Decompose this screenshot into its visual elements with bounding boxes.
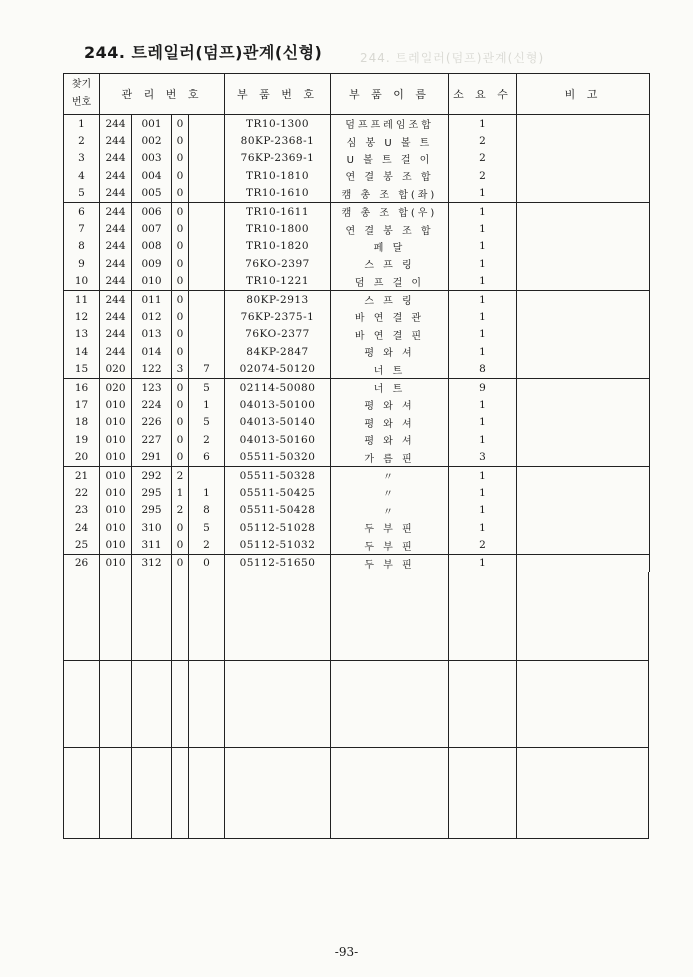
find-no-cell: 6 (64, 202, 100, 220)
header-quantity: 소 요 수 (449, 74, 517, 115)
table-row (64, 431, 650, 448)
remarks-cell (517, 132, 650, 149)
find-no-cell: 24 (64, 519, 100, 536)
mgmt-group-cell: 010 (100, 519, 132, 536)
mgmt-code-cell (189, 132, 225, 149)
mgmt-group-cell: 244 (100, 343, 132, 360)
mgmt-group-cell: 244 (100, 202, 132, 220)
table-row (64, 396, 650, 413)
mgmt-group-cell: 244 (100, 273, 132, 291)
part-no-cell: 05511-50425 (225, 484, 331, 501)
table-row (64, 343, 650, 360)
find-no-cell: 23 (64, 502, 100, 519)
quantity-cell: 1 (449, 185, 517, 203)
mgmt-sub-cell: 0 (172, 290, 189, 308)
mgmt-sub-cell: 0 (172, 414, 189, 431)
mgmt-sub-cell: 0 (172, 554, 189, 572)
table-row (64, 484, 650, 501)
remarks-cell (517, 414, 650, 431)
quantity-cell: 1 (449, 396, 517, 413)
remarks-cell (517, 167, 650, 184)
mgmt-code-cell (189, 326, 225, 343)
mgmt-group-cell: 010 (100, 536, 132, 554)
part-name-cell: 연 결 봉 조 합 (331, 167, 449, 184)
find-no-cell: 21 (64, 466, 100, 484)
table-row (64, 150, 650, 167)
remarks-cell (517, 290, 650, 308)
page-title: 244. 트레일러(덤프)관계(신형) (84, 43, 323, 62)
part-name-cell: 너 트 (331, 360, 449, 378)
part-name-cell: 바 연 결 핀 (331, 326, 449, 343)
find-no-cell: 9 (64, 255, 100, 272)
mgmt-group-cell: 010 (100, 484, 132, 501)
mgmt-group-cell: 244 (100, 308, 132, 325)
remarks-cell (517, 448, 650, 466)
table-row (64, 360, 650, 378)
part-no-cell: 80KP-2913 (225, 290, 331, 308)
quantity-cell: 1 (449, 255, 517, 272)
mgmt-group-cell: 244 (100, 290, 132, 308)
mgmt-sub-cell: 0 (172, 343, 189, 360)
remarks-cell (517, 466, 650, 484)
part-name-cell: 〃 (331, 502, 449, 519)
find-no-cell: 11 (64, 290, 100, 308)
blank-rows-block-1 (63, 572, 649, 661)
mgmt-sub-cell: 0 (172, 273, 189, 291)
quantity-cell: 1 (449, 238, 517, 255)
part-no-cell: 05112-51028 (225, 519, 331, 536)
bleed-through-title: 244. 트레일러(덤프)관계(신형) (360, 51, 545, 65)
mgmt-code-cell (189, 202, 225, 220)
part-name-cell: 평 와 셔 (331, 396, 449, 413)
mgmt-code-cell (189, 150, 225, 167)
table-header-row (64, 74, 650, 115)
part-name-cell: 평 와 셔 (331, 343, 449, 360)
table-row (64, 167, 650, 184)
quantity-cell: 1 (449, 202, 517, 220)
mgmt-code-cell (189, 466, 225, 484)
part-no-cell: 76KO-2397 (225, 255, 331, 272)
table-row (64, 220, 650, 237)
mgmt-item-cell: 007 (132, 220, 172, 237)
mgmt-sub-cell: 0 (172, 519, 189, 536)
part-name-cell: 너 트 (331, 378, 449, 396)
find-no-cell: 3 (64, 150, 100, 167)
mgmt-item-cell: 295 (132, 484, 172, 501)
mgmt-group-cell: 244 (100, 220, 132, 237)
part-no-cell: 02074-50120 (225, 360, 331, 378)
part-name-cell: 두 부 핀 (331, 554, 449, 572)
part-no-cell: TR10-1300 (225, 115, 331, 133)
part-no-cell: 84KP-2847 (225, 343, 331, 360)
part-name-cell: 두 부 핀 (331, 536, 449, 554)
mgmt-code-cell (189, 238, 225, 255)
remarks-cell (517, 202, 650, 220)
part-name-cell: 가 름 핀 (331, 448, 449, 466)
mgmt-sub-cell: 0 (172, 378, 189, 396)
find-no-cell: 26 (64, 554, 100, 572)
part-no-cell: 05112-51650 (225, 554, 331, 572)
mgmt-sub-cell: 0 (172, 536, 189, 554)
mgmt-item-cell: 014 (132, 343, 172, 360)
part-name-cell: 〃 (331, 484, 449, 501)
find-no-cell: 13 (64, 326, 100, 343)
find-no-cell: 8 (64, 238, 100, 255)
table-row (64, 326, 650, 343)
mgmt-group-cell: 244 (100, 185, 132, 203)
mgmt-code-cell: 8 (189, 502, 225, 519)
find-no-cell: 19 (64, 431, 100, 448)
part-no-cell: TR10-1810 (225, 167, 331, 184)
part-name-cell: 평 와 셔 (331, 414, 449, 431)
mgmt-item-cell: 002 (132, 132, 172, 149)
part-name-cell: 캠 총 조 합(우) (331, 202, 449, 220)
find-no-cell: 4 (64, 167, 100, 184)
table-row (64, 132, 650, 149)
mgmt-item-cell: 227 (132, 431, 172, 448)
mgmt-sub-cell: 0 (172, 238, 189, 255)
part-name-cell: 평 와 셔 (331, 431, 449, 448)
find-no-cell: 25 (64, 536, 100, 554)
remarks-cell (517, 378, 650, 396)
part-no-cell: 05511-50328 (225, 466, 331, 484)
quantity-cell: 1 (449, 290, 517, 308)
table-row (64, 273, 650, 291)
find-no-cell: 10 (64, 273, 100, 291)
quantity-cell: 2 (449, 167, 517, 184)
part-no-cell: 05511-50428 (225, 502, 331, 519)
mgmt-item-cell: 008 (132, 238, 172, 255)
mgmt-item-cell: 123 (132, 378, 172, 396)
part-name-cell: 〃 (331, 466, 449, 484)
quantity-cell: 1 (449, 115, 517, 133)
mgmt-sub-cell: 3 (172, 360, 189, 378)
mgmt-sub-cell: 0 (172, 150, 189, 167)
mgmt-group-cell: 244 (100, 255, 132, 272)
table-row (64, 238, 650, 255)
mgmt-item-cell: 013 (132, 326, 172, 343)
part-no-cell: TR10-1611 (225, 202, 331, 220)
quantity-cell: 1 (449, 484, 517, 501)
remarks-cell (517, 360, 650, 378)
parts-table (63, 73, 650, 572)
part-no-cell: TR10-1610 (225, 185, 331, 203)
mgmt-group-cell: 244 (100, 326, 132, 343)
mgmt-code-cell: 2 (189, 431, 225, 448)
find-no-cell: 12 (64, 308, 100, 325)
quantity-cell: 1 (449, 466, 517, 484)
part-no-cell: 05511-50320 (225, 448, 331, 466)
find-no-cell: 1 (64, 115, 100, 133)
mgmt-code-cell: 7 (189, 360, 225, 378)
mgmt-code-cell (189, 220, 225, 237)
mgmt-sub-cell: 0 (172, 185, 189, 203)
part-no-cell: 04013-50100 (225, 396, 331, 413)
remarks-cell (517, 502, 650, 519)
mgmt-group-cell: 010 (100, 554, 132, 572)
mgmt-item-cell: 006 (132, 202, 172, 220)
part-name-cell: 두 부 핀 (331, 519, 449, 536)
mgmt-sub-cell: 1 (172, 484, 189, 501)
mgmt-sub-cell: 0 (172, 448, 189, 466)
remarks-cell (517, 273, 650, 291)
mgmt-sub-cell: 0 (172, 255, 189, 272)
header-find-no: 찾기 번호 (64, 74, 100, 115)
part-name-cell: 페 달 (331, 238, 449, 255)
quantity-cell: 1 (449, 326, 517, 343)
part-name-cell: 스 프 링 (331, 290, 449, 308)
remarks-cell (517, 308, 650, 325)
mgmt-code-cell: 1 (189, 396, 225, 413)
mgmt-sub-cell: 0 (172, 326, 189, 343)
table-row (64, 115, 650, 133)
mgmt-code-cell (189, 273, 225, 291)
mgmt-group-cell: 020 (100, 360, 132, 378)
find-no-cell: 15 (64, 360, 100, 378)
quantity-cell: 2 (449, 132, 517, 149)
mgmt-code-cell (189, 343, 225, 360)
mgmt-group-cell: 010 (100, 414, 132, 431)
mgmt-code-cell: 5 (189, 519, 225, 536)
part-no-cell: 76KO-2377 (225, 326, 331, 343)
mgmt-sub-cell: 2 (172, 502, 189, 519)
mgmt-item-cell: 311 (132, 536, 172, 554)
find-no-cell: 2 (64, 132, 100, 149)
remarks-cell (517, 431, 650, 448)
quantity-cell: 2 (449, 536, 517, 554)
mgmt-item-cell: 291 (132, 448, 172, 466)
mgmt-item-cell: 009 (132, 255, 172, 272)
mgmt-code-cell (189, 167, 225, 184)
part-name-cell: 덤프프레임조합 (331, 115, 449, 133)
table-row (64, 536, 650, 554)
find-no-cell: 20 (64, 448, 100, 466)
part-no-cell: 04013-50160 (225, 431, 331, 448)
remarks-cell (517, 536, 650, 554)
mgmt-item-cell: 310 (132, 519, 172, 536)
quantity-cell: 1 (449, 431, 517, 448)
mgmt-sub-cell: 0 (172, 132, 189, 149)
remarks-cell (517, 484, 650, 501)
part-name-cell: 캠 총 조 합(좌) (331, 185, 449, 203)
mgmt-code-cell (189, 308, 225, 325)
mgmt-group-cell: 010 (100, 396, 132, 413)
table-row (64, 290, 650, 308)
page-number: -93- (334, 945, 359, 959)
remarks-cell (517, 255, 650, 272)
mgmt-group-cell: 244 (100, 132, 132, 149)
remarks-cell (517, 115, 650, 133)
mgmt-sub-cell: 0 (172, 115, 189, 133)
quantity-cell: 2 (449, 150, 517, 167)
part-name-cell: 연 결 봉 조 합 (331, 220, 449, 237)
mgmt-group-cell: 010 (100, 431, 132, 448)
mgmt-group-cell: 010 (100, 448, 132, 466)
table-row (64, 185, 650, 203)
table-row (64, 519, 650, 536)
remarks-cell (517, 396, 650, 413)
mgmt-item-cell: 224 (132, 396, 172, 413)
remarks-cell (517, 343, 650, 360)
table-row (64, 554, 650, 572)
part-name-cell: 바 연 결 관 (331, 308, 449, 325)
remarks-cell (517, 220, 650, 237)
table-row (64, 502, 650, 519)
find-no-cell: 22 (64, 484, 100, 501)
find-no-cell: 18 (64, 414, 100, 431)
quantity-cell: 8 (449, 360, 517, 378)
remarks-cell (517, 185, 650, 203)
quantity-cell: 1 (449, 414, 517, 431)
mgmt-item-cell: 004 (132, 167, 172, 184)
blank-rows-block-2 (63, 661, 649, 748)
find-no-cell: 16 (64, 378, 100, 396)
part-no-cell: TR10-1800 (225, 220, 331, 237)
mgmt-code-cell: 5 (189, 414, 225, 431)
part-name-cell: U 볼 트 걸 이 (331, 150, 449, 167)
find-no-cell: 5 (64, 185, 100, 203)
mgmt-group-cell: 010 (100, 502, 132, 519)
mgmt-sub-cell: 0 (172, 220, 189, 237)
mgmt-item-cell: 001 (132, 115, 172, 133)
mgmt-sub-cell: 0 (172, 431, 189, 448)
quantity-cell: 3 (449, 448, 517, 466)
remarks-cell (517, 326, 650, 343)
part-no-cell: 76KP-2375-1 (225, 308, 331, 325)
part-no-cell: 76KP-2369-1 (225, 150, 331, 167)
remarks-cell (517, 519, 650, 536)
mgmt-item-cell: 312 (132, 554, 172, 572)
mgmt-group-cell: 244 (100, 115, 132, 133)
mgmt-code-cell (189, 115, 225, 133)
mgmt-item-cell: 012 (132, 308, 172, 325)
mgmt-group-cell: 244 (100, 167, 132, 184)
mgmt-item-cell: 003 (132, 150, 172, 167)
mgmt-item-cell: 295 (132, 502, 172, 519)
mgmt-code-cell (189, 255, 225, 272)
find-no-cell: 14 (64, 343, 100, 360)
mgmt-code-cell: 5 (189, 378, 225, 396)
quantity-cell: 1 (449, 554, 517, 572)
header-part-no: 부 품 번 호 (225, 74, 331, 115)
part-no-cell: 05112-51032 (225, 536, 331, 554)
mgmt-item-cell: 226 (132, 414, 172, 431)
mgmt-item-cell: 010 (132, 273, 172, 291)
part-no-cell: 80KP-2368-1 (225, 132, 331, 149)
mgmt-code-cell: 0 (189, 554, 225, 572)
header-remarks: 비 고 (517, 74, 650, 115)
mgmt-code-cell: 2 (189, 536, 225, 554)
table-row (64, 448, 650, 466)
remarks-cell (517, 238, 650, 255)
table-row (64, 414, 650, 431)
header-management-no: 관 리 번 호 (100, 74, 225, 115)
mgmt-group-cell: 244 (100, 150, 132, 167)
mgmt-code-cell: 6 (189, 448, 225, 466)
mgmt-item-cell: 292 (132, 466, 172, 484)
table-row (64, 202, 650, 220)
blank-rows-block-3 (63, 748, 649, 839)
mgmt-sub-cell: 0 (172, 308, 189, 325)
mgmt-code-cell (189, 290, 225, 308)
find-no-cell: 7 (64, 220, 100, 237)
mgmt-group-cell: 244 (100, 238, 132, 255)
quantity-cell: 9 (449, 378, 517, 396)
mgmt-sub-cell: 0 (172, 202, 189, 220)
remarks-cell (517, 150, 650, 167)
quantity-cell: 1 (449, 308, 517, 325)
mgmt-item-cell: 005 (132, 185, 172, 203)
part-no-cell: TR10-1820 (225, 238, 331, 255)
mgmt-group-cell: 020 (100, 378, 132, 396)
quantity-cell: 1 (449, 519, 517, 536)
mgmt-group-cell: 010 (100, 466, 132, 484)
mgmt-sub-cell: 2 (172, 466, 189, 484)
mgmt-code-cell (189, 185, 225, 203)
header-part-name: 부 품 이 름 (331, 74, 449, 115)
table-row (64, 308, 650, 325)
quantity-cell: 1 (449, 343, 517, 360)
table-row (64, 378, 650, 396)
part-name-cell: 심 봉 U 볼 트 (331, 132, 449, 149)
mgmt-code-cell: 1 (189, 484, 225, 501)
find-no-cell: 17 (64, 396, 100, 413)
mgmt-item-cell: 122 (132, 360, 172, 378)
mgmt-sub-cell: 0 (172, 167, 189, 184)
part-no-cell: 02114-50080 (225, 378, 331, 396)
part-name-cell: 스 프 링 (331, 255, 449, 272)
quantity-cell: 1 (449, 220, 517, 237)
quantity-cell: 1 (449, 273, 517, 291)
part-name-cell: 덤 프 걸 이 (331, 273, 449, 291)
remarks-cell (517, 554, 650, 572)
mgmt-sub-cell: 0 (172, 396, 189, 413)
part-no-cell: TR10-1221 (225, 273, 331, 291)
mgmt-item-cell: 011 (132, 290, 172, 308)
table-row (64, 255, 650, 272)
quantity-cell: 1 (449, 502, 517, 519)
parts-list-sheet (63, 73, 649, 913)
part-no-cell: 04013-50140 (225, 414, 331, 431)
table-row (64, 466, 650, 484)
